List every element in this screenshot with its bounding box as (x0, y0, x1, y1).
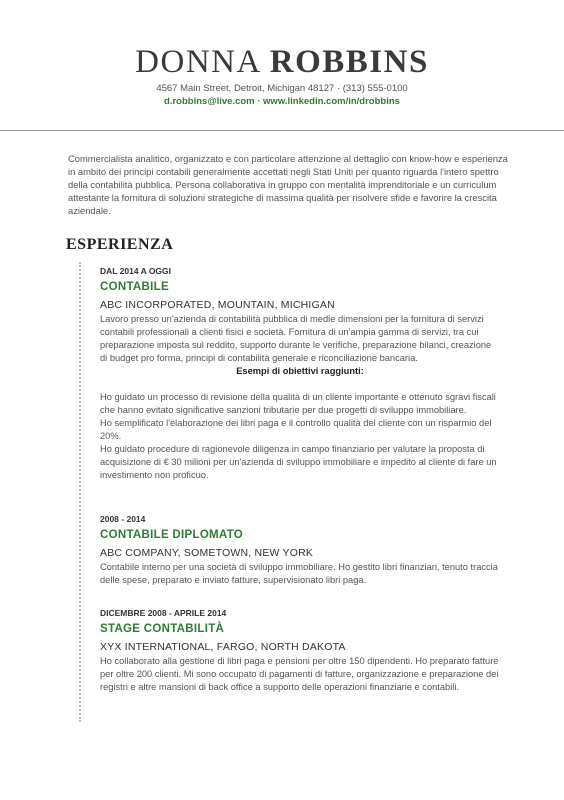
job-company: ABC COMPANY, SOMETOWN, NEW YORK (100, 547, 314, 559)
job-description: Contabile interno per una società di sviluppo immobiliare. Ho gestito libri finanziari, tenuto traccia delle spese, preparato e inviato fatture, supervisionato libri paga. (100, 562, 498, 585)
achievement-item: Ho guidato un processo di revisione della qualità di un cliente importante e ottenuto sgravi fiscali che hanno evitato significative sanzioni tributarie per due progetti di sviluppo immobiliare. (100, 392, 496, 415)
job-role: CONTABILE DIPLOMATO (100, 529, 244, 541)
job-role: CONTABILE (100, 281, 169, 293)
job-entry (100, 514, 500, 587)
job-date: DICEMBRE 2008 - APRILE 2014 (100, 608, 227, 618)
timeline-dotted-line (79, 262, 81, 722)
first-name: DONNA (135, 44, 261, 80)
job-entry (100, 608, 500, 694)
job-description: Lavoro presso un'azienda di contabilità pubblica di medie dimensioni per la fornitura di servizi contabili professionali a clienti fisici e società. Fornitura di un'ampia gamma di servizi, tra cui preparazione imposta sul reddito, supporto durante le verifiche, preparazione bilanci, creazione di budget pro forma, principi di contabilità generale e riconciliazione bancaria. (100, 314, 492, 363)
job-role: STAGE CONTABILITÀ (100, 623, 225, 635)
last-name: ROBBINS (269, 44, 429, 80)
address-line: 4567 Main Street, Detroit, Michigan 48127 · (313) 555-0100 (156, 83, 408, 94)
resume-header (0, 42, 564, 107)
achievements-heading: Esempi di obiettivi raggiunti: (236, 366, 364, 376)
experience-heading: ESPERIENZA (66, 236, 174, 253)
header-divider (0, 130, 564, 131)
achievement-item: Ho guidato procedure di ragionevole diligenza in campo finanziario per valutare la proposta di acquisizione di € 30 milioni per un'azienda di sviluppo immobiliare e impedito al cliente di fare un investimento non proficuo. (100, 444, 497, 480)
achievement-item: Ho semplificato l'elaborazione dei libri paga e il controllo qualità del cliente con un risparmio del 20%. (100, 418, 492, 441)
job-date: DAL 2014 A OGGI (100, 266, 172, 276)
contact-line[interactable]: d.robbins@live.com · www.linkedin.com/in/drobbins (164, 96, 400, 107)
job-date: 2008 - 2014 (100, 514, 146, 524)
job-company: XYX INTERNATIONAL, FARGO, NORTH DAKOTA (100, 641, 346, 653)
job-description: Ho collaborato alla gestione di libri paga e pensioni per oltre 150 dipendenti. Ho preparato fatture per oltre 200 clienti. Mi sono occupato di pagamenti di fatture, organizzazione e preparazione dei registri e altre mansioni di back office a supporto delle operazioni finanziarie e contabili. (100, 656, 499, 692)
candidate-name (0, 42, 564, 82)
profile-summary: Commercialista analitico, organizzato e con particolare attenzione al dettaglio con know-how e esperienza in ambito dei principi contabili generalmente accettati negli Stati Uniti per quanto riguarda l'intero spettro della contabilità pubblica. Persona collaborativa in gruppo con mentalità imprenditoriale e un curriculum attestante la fornitura di soluzioni strategiche di massima qualità per risolvere sfide e favorire la crescita aziendale. (68, 153, 508, 216)
job-entry (100, 266, 500, 482)
job-company: ABC INCORPORATED, MOUNTAIN, MICHIGAN (100, 299, 335, 311)
